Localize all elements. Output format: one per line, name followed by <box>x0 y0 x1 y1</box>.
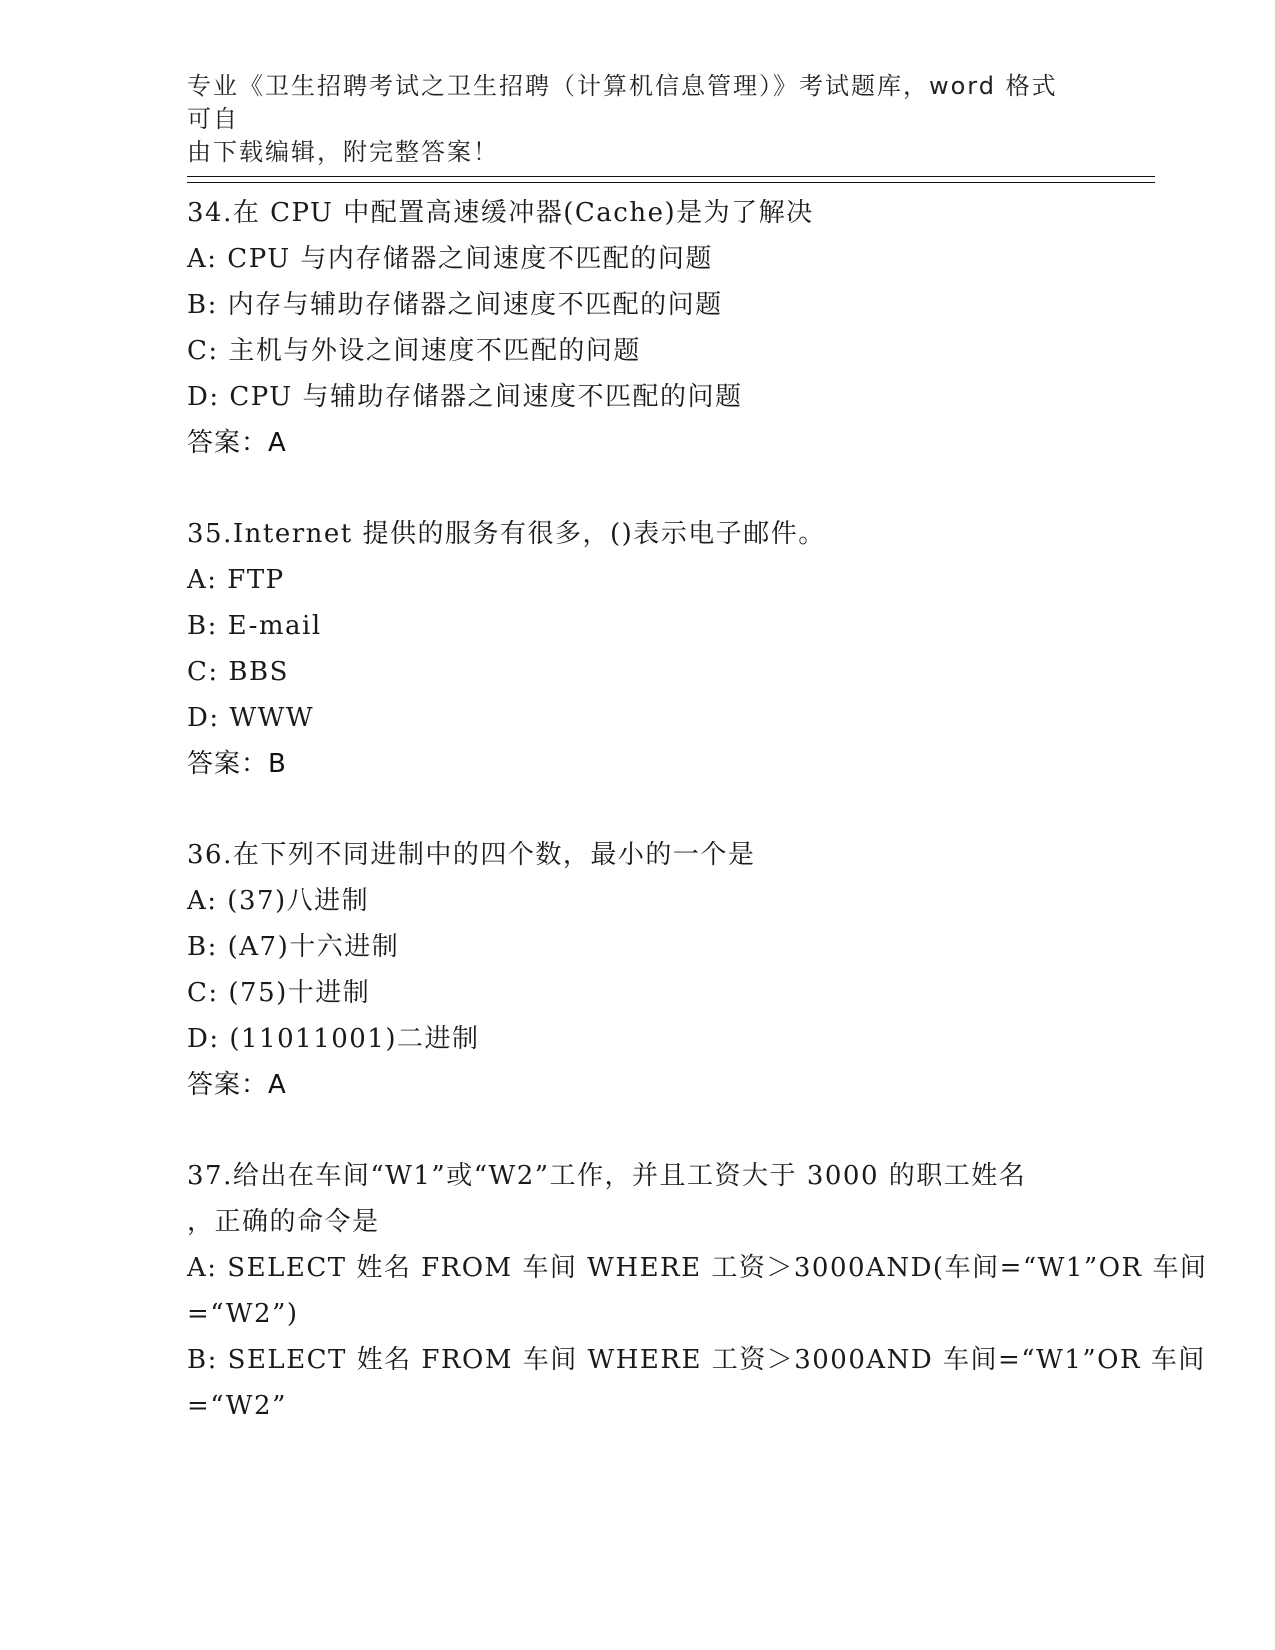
answer-label: 答案：B <box>187 749 287 779</box>
question-stem: 35.Internet 提供的服务有很多，()表示电子邮件。 <box>187 519 826 549</box>
header-rule-top <box>187 176 1155 177</box>
option-c: C: BBS <box>187 657 289 687</box>
question-stem-line-2: ，正确的命令是 <box>187 1207 380 1237</box>
question-34 <box>187 190 1087 466</box>
intro-line-1: 专业《卫生招聘考试之卫生招聘（计算机信息管理）》考试题库，word 格式可自 <box>187 72 1058 133</box>
option-b-line-2: =“W2” <box>187 1391 287 1421</box>
option-b: B: 内存与辅助存储器之间速度不匹配的问题 <box>187 290 723 320</box>
option-a: A: CPU 与内存储器之间速度不匹配的问题 <box>187 244 713 274</box>
option-b: B: (A7)十六进制 <box>187 932 400 962</box>
option-b: B: E-mail <box>187 611 322 641</box>
option-c: C: (75)十进制 <box>187 978 371 1008</box>
answer-label: 答案：A <box>187 1070 287 1100</box>
question-37 <box>187 1153 1208 1429</box>
option-d: D: WWW <box>187 703 315 733</box>
intro-line-2: 由下载编辑，附完整答案！ <box>187 138 499 166</box>
document-intro <box>187 70 1067 169</box>
option-b-line-1: B: SELECT 姓名 FROM 车间 WHERE 工资＞3000AND 车间=“W1”OR 车间 <box>187 1345 1206 1375</box>
option-a: A: FTP <box>187 565 285 595</box>
question-36 <box>187 832 1087 1108</box>
question-list <box>187 190 1208 1474</box>
option-a-line-1: A: SELECT 姓名 FROM 车间 WHERE 工资＞3000AND(车间=“W1”OR 车间 <box>187 1253 1208 1283</box>
option-d: D: CPU 与辅助存储器之间速度不匹配的问题 <box>187 382 743 412</box>
question-stem: 36.在下列不同进制中的四个数，最小的一个是 <box>187 840 756 870</box>
option-c: C: 主机与外设之间速度不匹配的问题 <box>187 336 641 366</box>
question-stem-line-1: 37.给出在车间“W1”或“W2”工作，并且工资大于 3000 的职工姓名 <box>187 1161 1027 1191</box>
option-a-line-2: =“W2”) <box>187 1299 299 1329</box>
option-d: D: (11011001)二进制 <box>187 1024 480 1054</box>
option-a: A: (37)八进制 <box>187 886 370 916</box>
question-stem: 34.在 CPU 中配置高速缓冲器(Cache)是为了解决 <box>187 198 814 228</box>
answer-label: 答案：A <box>187 428 287 458</box>
header-rule-bottom <box>187 182 1155 183</box>
question-35 <box>187 511 1087 787</box>
